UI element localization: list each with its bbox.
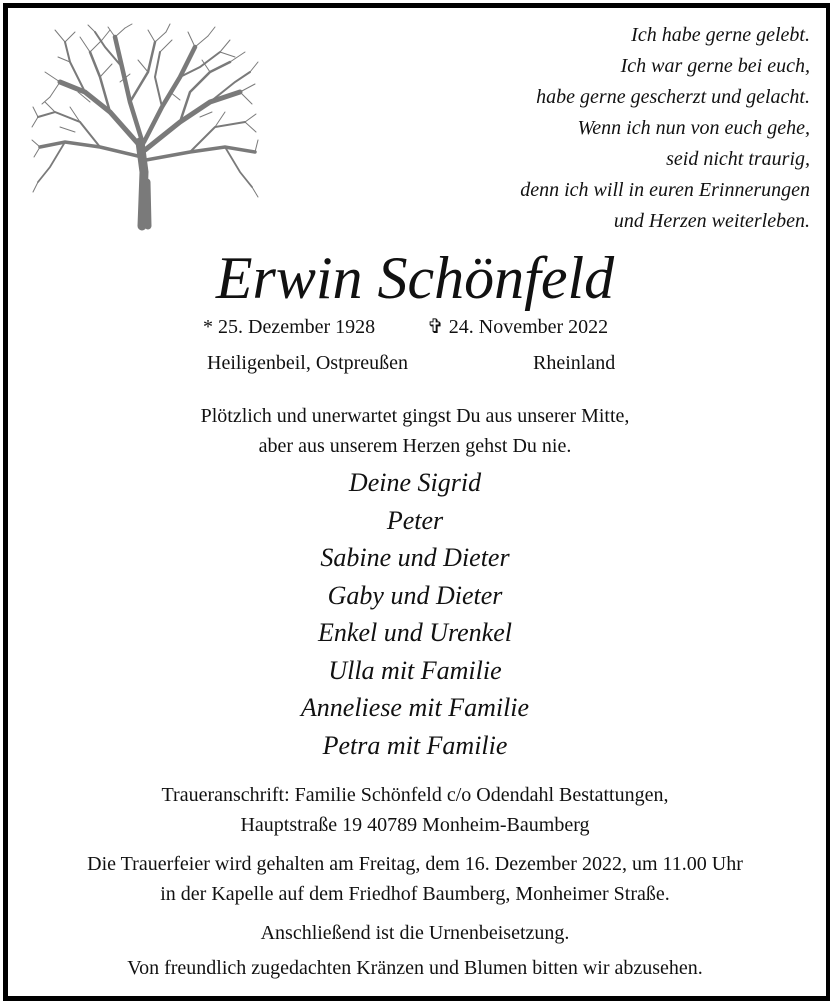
sentence-line: Plötzlich und unerwartet gingst Du aus unserer Mitte, [200, 405, 630, 427]
poem-line: denn ich will in euren Erinnerungen [520, 179, 810, 201]
mourner: Enkel und Urenkel [318, 618, 512, 647]
urn-burial-note: Anschließend ist die Urnenbeisetzung. [260, 922, 570, 944]
flowers-note: Von freundlich zugedachten Kränzen und Blumen bitten wir abzusehen. [127, 957, 703, 979]
mourners-list [0, 464, 830, 764]
birth-place: Heiligenbeil, Ostpreußen [207, 352, 409, 374]
tree-icon [30, 22, 260, 232]
death-date: ✞ 24. November 2022 [427, 316, 609, 338]
poem-line: und Herzen weiterleben. [613, 210, 810, 232]
death-place: Rheinland [533, 352, 616, 374]
poem-line: habe gerne gescherzt und gelacht. [536, 86, 810, 108]
mourner: Sabine und Dieter [320, 543, 510, 572]
mourner: Anneliese mit Familie [300, 693, 530, 722]
birth-date: * 25. Dezember 1928 [203, 316, 376, 338]
address-line: Traueranschrift: Familie Schönfeld c/o Odendahl Bestattungen, [161, 784, 669, 806]
mourner: Petra mit Familie [322, 730, 508, 760]
ceremony-info [0, 849, 830, 909]
ceremony-line: Die Trauerfeier wird gehalten am Freitag, dem 16. Dezember 2022, um 11.00 Uhr [87, 853, 743, 875]
mourner: Peter [386, 505, 444, 535]
ceremony-line: in der Kapelle auf dem Friedhof Baumberg, Monheimer Straße. [160, 883, 670, 905]
poem [290, 20, 810, 237]
sentence-line: aber aus unserem Herzen gehst Du nie. [258, 435, 572, 457]
poem-line: seid nicht traurig, [666, 148, 810, 170]
deceased-name: Erwin Schönfeld [215, 245, 615, 311]
poem-line: Wenn ich nun von euch gehe, [577, 117, 810, 139]
address-line: Hauptstraße 19 40789 Monheim-Baumberg [240, 814, 590, 836]
farewell-sentence [0, 401, 830, 461]
mourner: Ulla mit Familie [328, 655, 502, 685]
mourner: Gaby und Dieter [327, 580, 503, 610]
mourner: Deine Sigrid [348, 468, 482, 497]
mourning-address [0, 780, 830, 840]
poem-line: Ich habe gerne gelebt. [631, 24, 810, 46]
poem-line: Ich war gerne bei euch, [620, 55, 810, 77]
